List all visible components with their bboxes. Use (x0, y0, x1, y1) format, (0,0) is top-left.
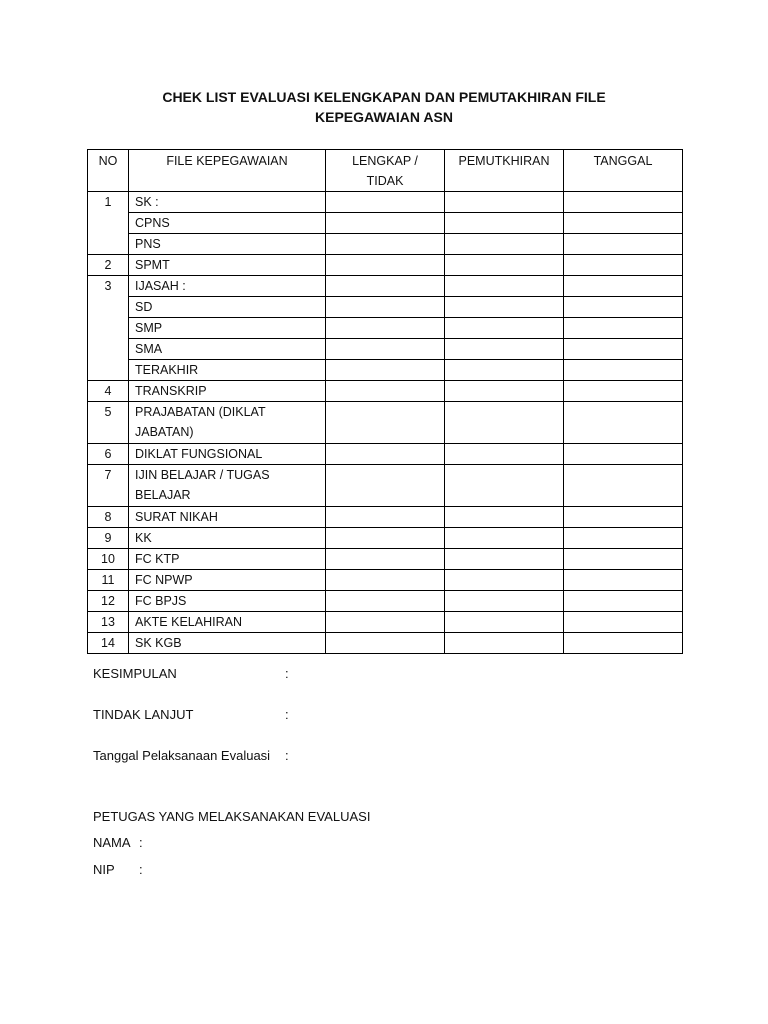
tindak-lanjut-label: TINDAK LANJUT (93, 707, 194, 722)
pemutkhiran-cell (445, 297, 564, 318)
table-row (88, 192, 683, 213)
tanggal-pelaksanaan-colon: : (285, 748, 289, 763)
file-item-label: SK KGB (129, 633, 326, 654)
pemutkhiran-cell (445, 339, 564, 360)
table-row (88, 276, 683, 297)
checklist-table (87, 149, 683, 654)
row-number: 7 (88, 465, 129, 507)
table-body (88, 192, 683, 654)
tanggal-cell (564, 591, 683, 612)
nip-colon: : (139, 862, 143, 877)
table-row (88, 339, 683, 360)
table-row (88, 360, 683, 381)
file-item-label: SMA (129, 339, 326, 360)
tanggal-cell (564, 633, 683, 654)
lengkap-cell (326, 339, 445, 360)
tanggal-cell (564, 234, 683, 255)
table-row (88, 234, 683, 255)
lengkap-cell (326, 465, 445, 507)
nip-label: NIP (93, 862, 115, 877)
lengkap-cell (326, 444, 445, 465)
table-row (88, 297, 683, 318)
nama-label: NAMA (93, 835, 131, 850)
row-number: 12 (88, 591, 129, 612)
file-item-label: IJASAH : (129, 276, 326, 297)
pemutkhiran-cell (445, 192, 564, 213)
lengkap-cell (326, 549, 445, 570)
lengkap-cell (326, 381, 445, 402)
file-item-label: CPNS (129, 213, 326, 234)
pemutkhiran-cell (445, 255, 564, 276)
pemutkhiran-cell (445, 528, 564, 549)
table-row (88, 465, 683, 507)
header-lengkap-line-1: LENGKAP / (352, 154, 418, 168)
table-row (88, 402, 683, 444)
file-item-label: KK (129, 528, 326, 549)
tanggal-cell (564, 297, 683, 318)
lengkap-cell (326, 570, 445, 591)
pemutkhiran-cell (445, 381, 564, 402)
row-number: 2 (88, 255, 129, 276)
table-row (88, 213, 683, 234)
lengkap-cell (326, 360, 445, 381)
table-row (88, 444, 683, 465)
lengkap-cell (326, 507, 445, 528)
header-file-kepegawaian: FILE KEPEGAWAIAN (129, 150, 326, 192)
tanggal-cell (564, 339, 683, 360)
tanggal-cell (564, 255, 683, 276)
file-item-label: DIKLAT FUNGSIONAL (129, 444, 326, 465)
file-item-label: IJIN BELAJAR / TUGAS BELAJAR (129, 465, 326, 507)
pemutkhiran-cell (445, 633, 564, 654)
file-item-label: PNS (129, 234, 326, 255)
row-number: 5 (88, 402, 129, 444)
lengkap-cell (326, 612, 445, 633)
kesimpulan-colon: : (285, 666, 289, 681)
header-lengkap-tidak (326, 150, 445, 192)
table-row (88, 612, 683, 633)
header-lengkap-line-2: TIDAK (366, 174, 404, 188)
pemutkhiran-cell (445, 465, 564, 507)
pemutkhiran-cell (445, 360, 564, 381)
file-item-label: SMP (129, 318, 326, 339)
tanggal-cell (564, 465, 683, 507)
file-item-label: PRAJABATAN (DIKLAT JABATAN) (129, 402, 326, 444)
file-item-label: SD (129, 297, 326, 318)
pemutkhiran-cell (445, 591, 564, 612)
lengkap-cell (326, 234, 445, 255)
header-pemutkhiran: PEMUTKHIRAN (445, 150, 564, 192)
pemutkhiran-cell (445, 402, 564, 444)
table-header-row (88, 150, 683, 192)
table-row (88, 549, 683, 570)
document-title-line-2: KEPEGAWAIAN ASN (315, 109, 453, 125)
row-number: 1 (88, 192, 129, 255)
pemutkhiran-cell (445, 276, 564, 297)
tanggal-cell (564, 507, 683, 528)
tanggal-cell (564, 549, 683, 570)
header-no: NO (88, 150, 129, 192)
tanggal-pelaksanaan-label: Tanggal Pelaksanaan Evaluasi (93, 748, 271, 763)
pemutkhiran-cell (445, 318, 564, 339)
table-row (88, 633, 683, 654)
file-item-label: AKTE KELAHIRAN (129, 612, 326, 633)
pemutkhiran-cell (445, 612, 564, 633)
row-number: 9 (88, 528, 129, 549)
row-number: 14 (88, 633, 129, 654)
lengkap-cell (326, 633, 445, 654)
petugas-label: PETUGAS YANG MELAKSANAKAN EVALUASI (93, 809, 371, 824)
table-row (88, 570, 683, 591)
row-number: 6 (88, 444, 129, 465)
lengkap-cell (326, 318, 445, 339)
kesimpulan-label: KESIMPULAN (93, 666, 177, 681)
file-item-label: FC BPJS (129, 591, 326, 612)
tanggal-cell (564, 381, 683, 402)
lengkap-cell (326, 213, 445, 234)
file-item-label: SURAT NIKAH (129, 507, 326, 528)
lengkap-cell (326, 255, 445, 276)
table-row (88, 255, 683, 276)
tanggal-cell (564, 276, 683, 297)
table-row (88, 507, 683, 528)
table-row (88, 381, 683, 402)
pemutkhiran-cell (445, 213, 564, 234)
tanggal-cell (564, 570, 683, 591)
file-item-label: TERAKHIR (129, 360, 326, 381)
pemutkhiran-cell (445, 234, 564, 255)
row-number: 3 (88, 276, 129, 381)
table-row (88, 528, 683, 549)
file-item-label: FC KTP (129, 549, 326, 570)
row-number: 4 (88, 381, 129, 402)
lengkap-cell (326, 276, 445, 297)
file-item-label: FC NPWP (129, 570, 326, 591)
file-item-label: SK : (129, 192, 326, 213)
lengkap-cell (326, 192, 445, 213)
tanggal-cell (564, 360, 683, 381)
tanggal-cell (564, 318, 683, 339)
tanggal-cell (564, 402, 683, 444)
row-number: 10 (88, 549, 129, 570)
table-row (88, 591, 683, 612)
tanggal-cell (564, 444, 683, 465)
document-title-line-1: CHEK LIST EVALUASI KELENGKAPAN DAN PEMUTAKHIRAN FILE (162, 89, 606, 105)
file-item-label: TRANSKRIP (129, 381, 326, 402)
pemutkhiran-cell (445, 444, 564, 465)
row-number: 13 (88, 612, 129, 633)
header-tanggal: TANGGAL (564, 150, 683, 192)
row-number: 8 (88, 507, 129, 528)
pemutkhiran-cell (445, 507, 564, 528)
tanggal-cell (564, 612, 683, 633)
table-row (88, 318, 683, 339)
lengkap-cell (326, 297, 445, 318)
nama-colon: : (139, 835, 143, 850)
tanggal-cell (564, 528, 683, 549)
tanggal-cell (564, 192, 683, 213)
pemutkhiran-cell (445, 570, 564, 591)
pemutkhiran-cell (445, 549, 564, 570)
lengkap-cell (326, 591, 445, 612)
tanggal-cell (564, 213, 683, 234)
row-number: 11 (88, 570, 129, 591)
lengkap-cell (326, 528, 445, 549)
file-item-label: SPMT (129, 255, 326, 276)
lengkap-cell (326, 402, 445, 444)
tindak-lanjut-colon: : (285, 707, 289, 722)
